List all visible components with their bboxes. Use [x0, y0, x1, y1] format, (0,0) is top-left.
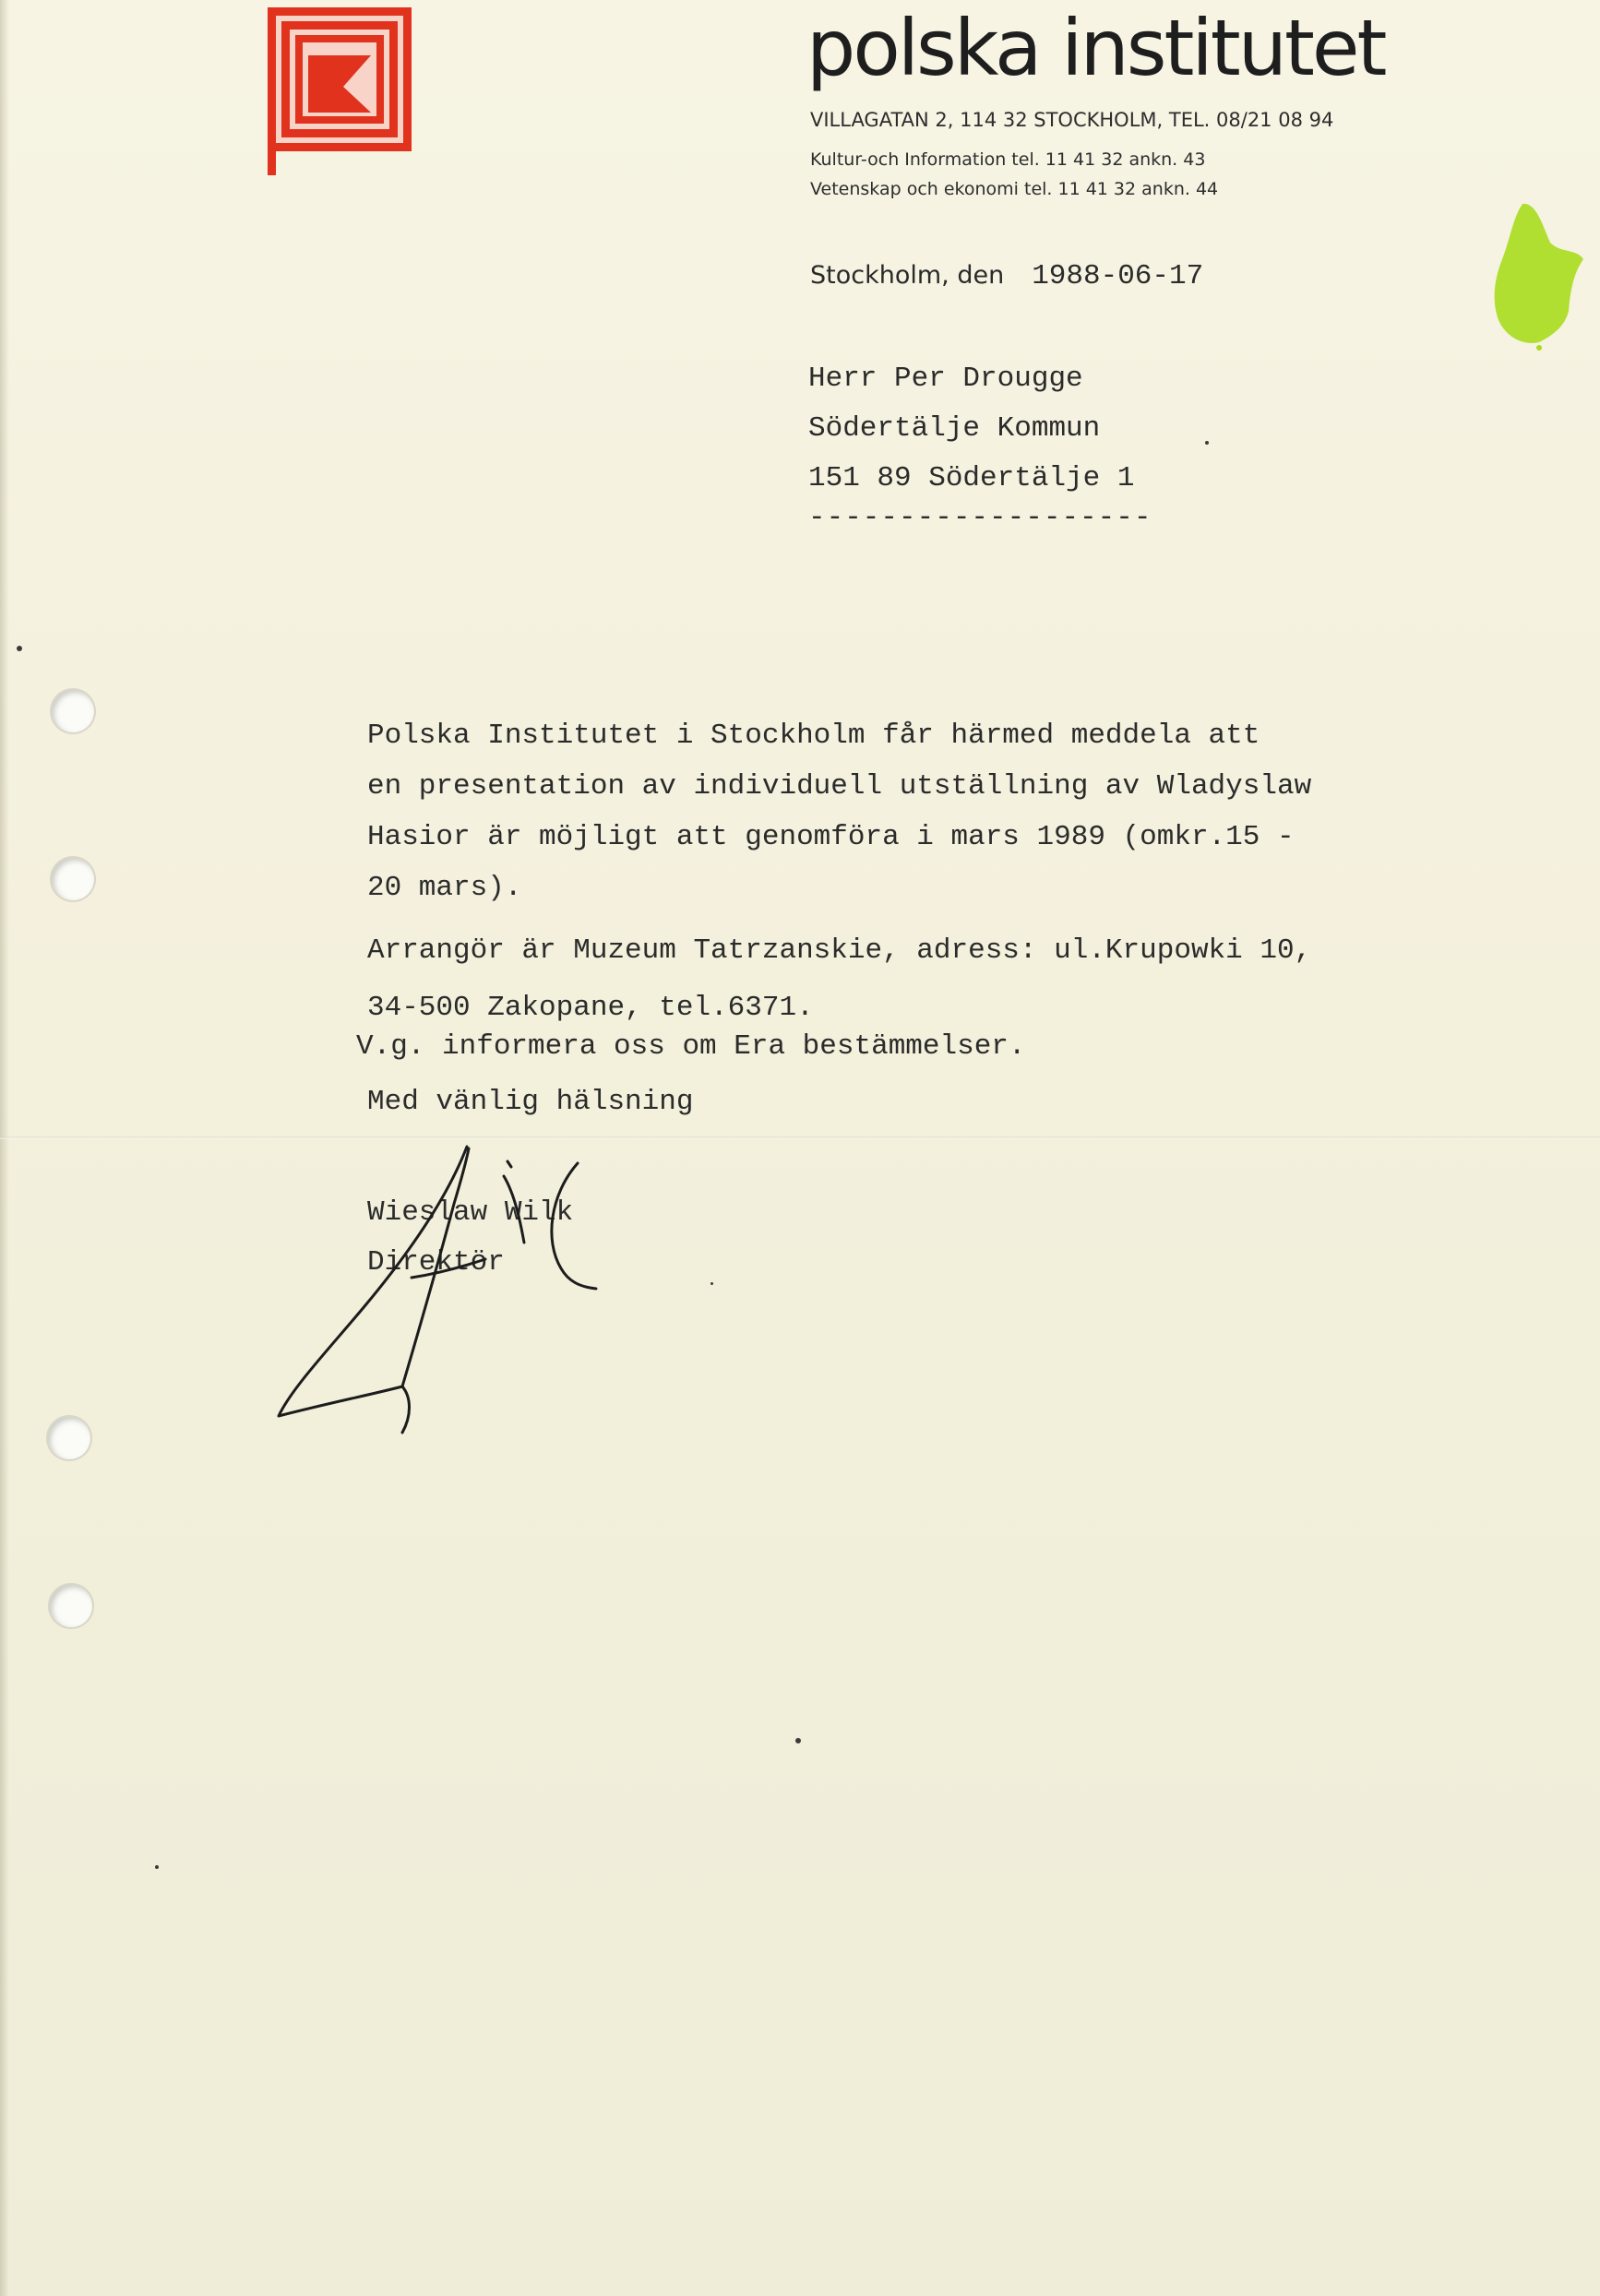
body-line: 20 mars).: [367, 872, 522, 904]
recipient-name: Herr Per Drougge: [808, 363, 1083, 395]
paper-edge-shadow: [0, 0, 9, 2296]
request-line: V.g. informera oss om Era bestämmelser.: [356, 1030, 1026, 1063]
punch-hole: [50, 1585, 92, 1627]
date-label: Stockholm, den: [810, 261, 1005, 290]
punch-hole: [52, 690, 94, 732]
punch-hole: [48, 1417, 90, 1459]
paper-speck: [1205, 441, 1209, 445]
punch-hole: [52, 858, 94, 900]
green-paint-spot: [1486, 198, 1587, 355]
paper-speck: [795, 1738, 801, 1743]
institute-address: VILLAGATAN 2, 114 32 STOCKHOLM, TEL. 08/21 08 94: [810, 109, 1334, 131]
signatory-name: Wieslaw Wilk: [367, 1196, 574, 1229]
info-science-phone: Vetenskap och ekonomi tel. 11 41 32 ankn. 44: [810, 179, 1219, 199]
paper-speck: [155, 1865, 159, 1869]
paper-speck: [17, 646, 22, 651]
paper-speck: [710, 1282, 713, 1285]
info-culture-phone: Kultur-och Information tel. 11 41 32 ankn. 43: [810, 149, 1206, 170]
recipient-underline: -------------------: [808, 502, 1152, 534]
signatory-title: Direktör: [367, 1246, 505, 1279]
closing-line: Med vänlig hälsning: [367, 1086, 694, 1118]
paper-fold-line: [0, 1136, 1600, 1139]
recipient-postal: 151 89 Södertälje 1: [808, 462, 1135, 494]
body-line: Hasior är möjligt att genomföra i mars 1989 (omkr.15 -: [367, 821, 1295, 853]
body-line: 34-500 Zakopane, tel.6371.: [367, 992, 814, 1024]
date-value: 1988-06-17: [1032, 260, 1204, 292]
institute-name: polska institutet: [806, 3, 1385, 93]
body-paragraph-2: [367, 922, 1311, 1037]
handwritten-signature: [273, 1139, 615, 1444]
institute-logo: [268, 7, 412, 175]
body-line: Arrangör är Muzeum Tatrzanskie, adress: ul.Krupowki 10,: [367, 934, 1312, 967]
logo-flag-pole: [268, 146, 276, 175]
recipient-organization: Södertälje Kommun: [808, 412, 1101, 445]
body-line: Polska Institutet i Stockholm får härmed meddela att: [367, 720, 1260, 752]
body-paragraph-1: [367, 710, 1530, 913]
body-line: en presentation av individuell utställning av Wladyslaw: [367, 770, 1312, 803]
date-line: [810, 258, 1203, 292]
recipient-address: [808, 354, 1134, 504]
